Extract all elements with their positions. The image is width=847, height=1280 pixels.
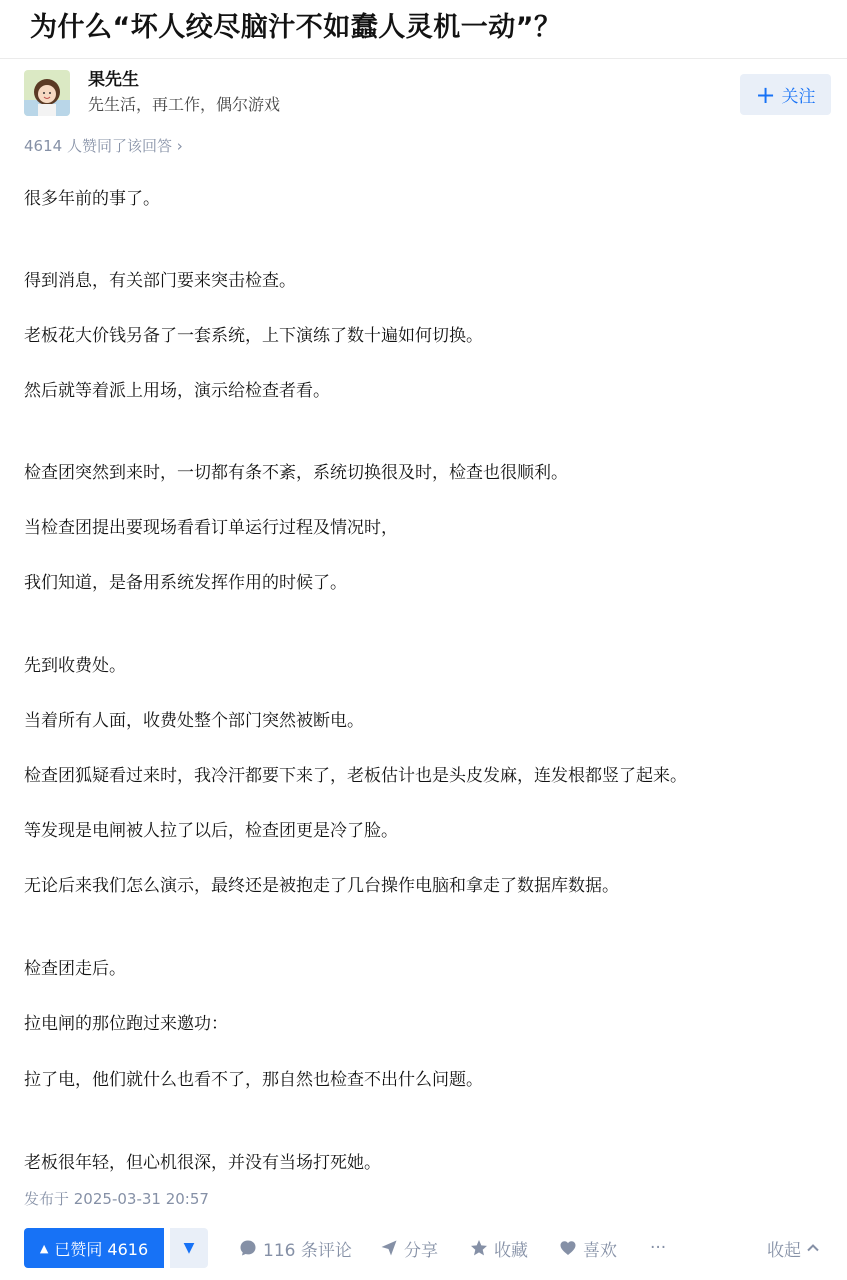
comment-label: 116 条评论	[263, 1240, 352, 1261]
paragraph: 老板花大价钱另备了一套系统，上下演练了数十遍如何切换。	[24, 326, 483, 346]
vote-up-label: 已赞同 4616	[54, 1239, 149, 1259]
plus-icon: +	[755, 80, 776, 109]
paragraph: 当检查团提出要现场看看订单运行过程及情况时，	[24, 518, 398, 538]
comment-icon	[239, 1239, 257, 1257]
avatar[interactable]	[24, 70, 70, 116]
triangle-down-icon: ▼	[183, 1240, 195, 1256]
share-label: 分享	[404, 1240, 438, 1261]
paragraph: 拉了电，他们就什么也看不了，那自然也检查不出什么问题。	[24, 1070, 483, 1090]
author-bio: 先生活，再工作，偶尔游戏	[88, 95, 281, 114]
share-icon	[380, 1239, 398, 1257]
action-bar	[0, 1228, 847, 1268]
voters-link[interactable]: 4614 人赞同了该回答 ›	[24, 137, 183, 155]
paragraph: 先到收费处。	[24, 656, 126, 676]
paragraph: 拉电闸的那位跑过来邀功：	[24, 1014, 228, 1034]
star-icon	[470, 1239, 488, 1257]
paragraph: 检查团突然到来时，一切都有条不紊，系统切换很及时，检查也很顺利。	[24, 463, 568, 483]
heart-icon	[559, 1239, 577, 1257]
share-button[interactable]	[380, 1228, 438, 1268]
author-name[interactable]: 果先生	[88, 70, 139, 90]
paragraph: 当着所有人面，收费处整个部门突然被断电。	[24, 711, 364, 731]
avatar-image	[24, 70, 70, 116]
paragraph: 得到消息，有关部门要来突击检查。	[24, 271, 296, 291]
collapse-button[interactable]	[767, 1228, 821, 1268]
vote-up-button[interactable]	[24, 1228, 164, 1268]
paragraph: 然后就等着派上用场，演示给检查者看。	[24, 381, 330, 401]
paragraph: 无论后来我们怎么演示，最终还是被抱走了几台操作电脑和拿走了数据库数据。	[24, 876, 619, 896]
like-button[interactable]	[559, 1228, 617, 1268]
comment-button[interactable]	[239, 1228, 352, 1268]
divider	[0, 58, 847, 59]
paragraph: 很多年前的事了。	[24, 189, 160, 209]
paragraph: 老板很年轻，但心机很深，并没有当场打死她。	[24, 1153, 381, 1173]
more-button[interactable]	[650, 1228, 666, 1268]
follow-button[interactable]	[740, 74, 831, 115]
more-icon: ···	[650, 1238, 667, 1258]
vote-down-button[interactable]	[170, 1228, 208, 1268]
publish-time: 发布于 2025-03-31 20:57	[24, 1190, 209, 1208]
chevron-up-icon	[805, 1240, 821, 1256]
paragraph: 检查团走后。	[24, 959, 126, 979]
triangle-up-icon: ▲	[39, 1241, 49, 1255]
paragraph: 我们知道，是备用系统发挥作用的时候了。	[24, 573, 347, 593]
collect-button[interactable]	[470, 1228, 528, 1268]
paragraph: 等发现是电闸被人拉了以后，检查团更是冷了脸。	[24, 821, 398, 841]
collapse-label: 收起	[767, 1240, 801, 1261]
question-title[interactable]: 为什么“坏人绞尽脑汁不如蠢人灵机一动”？	[30, 12, 562, 43]
follow-label: 关注	[781, 87, 816, 107]
collect-label: 收藏	[494, 1240, 528, 1261]
paragraph: 检查团狐疑看过来时，我冷汗都要下来了，老板估计也是头皮发麻，连发根都竖了起来。	[24, 766, 687, 786]
like-label: 喜欢	[583, 1240, 617, 1261]
